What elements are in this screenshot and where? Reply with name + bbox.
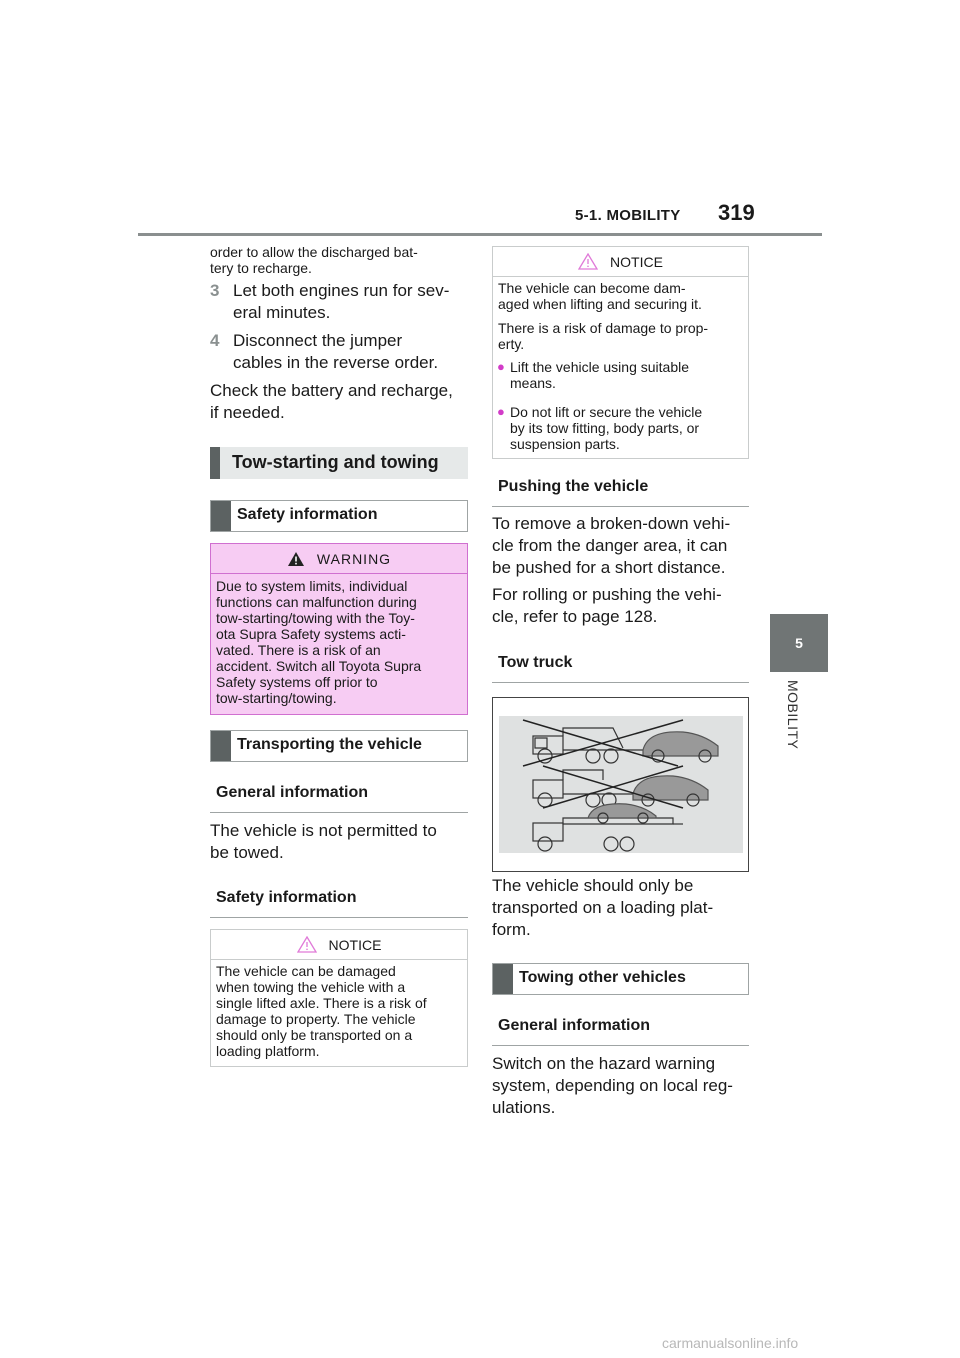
tow-truck-drawing — [493, 698, 748, 871]
step-4: 4 Disconnect the jumper cables in the reverse order. — [210, 331, 439, 372]
notice-bullet-1: ● Lift the vehicle using suitable means. — [497, 359, 689, 391]
step-number: 3 — [210, 281, 220, 300]
not-permitted-text: The vehicle is not permitted to be towed. — [210, 821, 437, 862]
notice-box-lifting — [492, 246, 749, 459]
notice-box-towing — [210, 929, 468, 1067]
warning-title: WARNING — [316, 550, 392, 567]
chapter-tab[interactable] — [770, 614, 828, 672]
heading-pushing-vehicle: Pushing the vehicle — [492, 478, 749, 507]
heading-general-information-2: General information — [492, 1017, 749, 1046]
header-divider — [138, 233, 822, 236]
warning-box — [210, 543, 468, 715]
heading-tow-starting: Tow-starting and towing — [210, 447, 468, 479]
notice-triangle-icon — [578, 253, 598, 270]
section-title: 5-1. MOBILITY — [575, 207, 681, 224]
watermark: carmanualsonline.info — [662, 1335, 799, 1351]
step-3: 3 Let both engines run for sev- eral minutes. — [210, 281, 450, 322]
tow-truck-illustration — [492, 697, 749, 872]
notice-title: NOTICE — [328, 936, 382, 953]
heading-safety-information-2: Safety information — [210, 889, 468, 918]
warning-text: Due to system limits, individual functions can malfunction during tow-starting/towing with the Toy- ota Supra Safety systems acti- vated. There is a risk of an accident. Switch all Toyota Supra Safety systems off prior to tow-starting/towing. — [216, 578, 422, 706]
chapter-label: MOBILITY — [785, 680, 801, 750]
notice-bullet-2: ● Do not lift or secure the vehicle by its tow fitting, body parts, or suspension parts. — [497, 404, 703, 452]
heading-general-information: General information — [210, 784, 468, 813]
heading-safety-information: Safety information — [210, 500, 468, 532]
notice-para-1: The vehicle can become dam- aged when lifting and securing it. — [498, 280, 702, 312]
chapter-number: 5 — [795, 635, 803, 651]
hazard-warning-text: Switch on the hazard warning system, depending on local reg- ulations. — [492, 1054, 733, 1117]
pushing-text-2: For rolling or pushing the vehi- cle, refer to page 128. — [492, 585, 722, 626]
heading-transporting: Transporting the vehicle — [210, 730, 468, 762]
bullet-icon: ● — [497, 404, 505, 419]
check-battery-text: Check the battery and recharge, if needed. — [210, 381, 453, 422]
heading-towing-other-vehicles: Towing other vehicles — [492, 963, 749, 995]
pushing-text-1: To remove a broken-down vehi- cle from the danger area, it can be pushed for a short distance. — [492, 514, 731, 577]
intro-text: order to allow the discharged bat- tery to recharge. — [210, 244, 418, 276]
page-number: 319 — [718, 200, 755, 225]
notice-text: The vehicle can be damaged when towing the vehicle with a single lifted axle. There is a risk of damage to property. The vehicle should only be transported on a loading platform. — [216, 963, 427, 1059]
tow-truck-text: The vehicle should only be transported on a loading plat- form. — [492, 876, 714, 939]
notice-triangle-icon — [297, 936, 317, 953]
notice-title: NOTICE — [610, 253, 663, 270]
notice-para-2: There is a risk of damage to prop- erty. — [498, 320, 709, 352]
bullet-icon: ● — [497, 359, 505, 374]
warning-triangle-icon — [287, 551, 305, 567]
step-number: 4 — [210, 331, 220, 350]
heading-tow-truck: Tow truck — [492, 654, 749, 683]
